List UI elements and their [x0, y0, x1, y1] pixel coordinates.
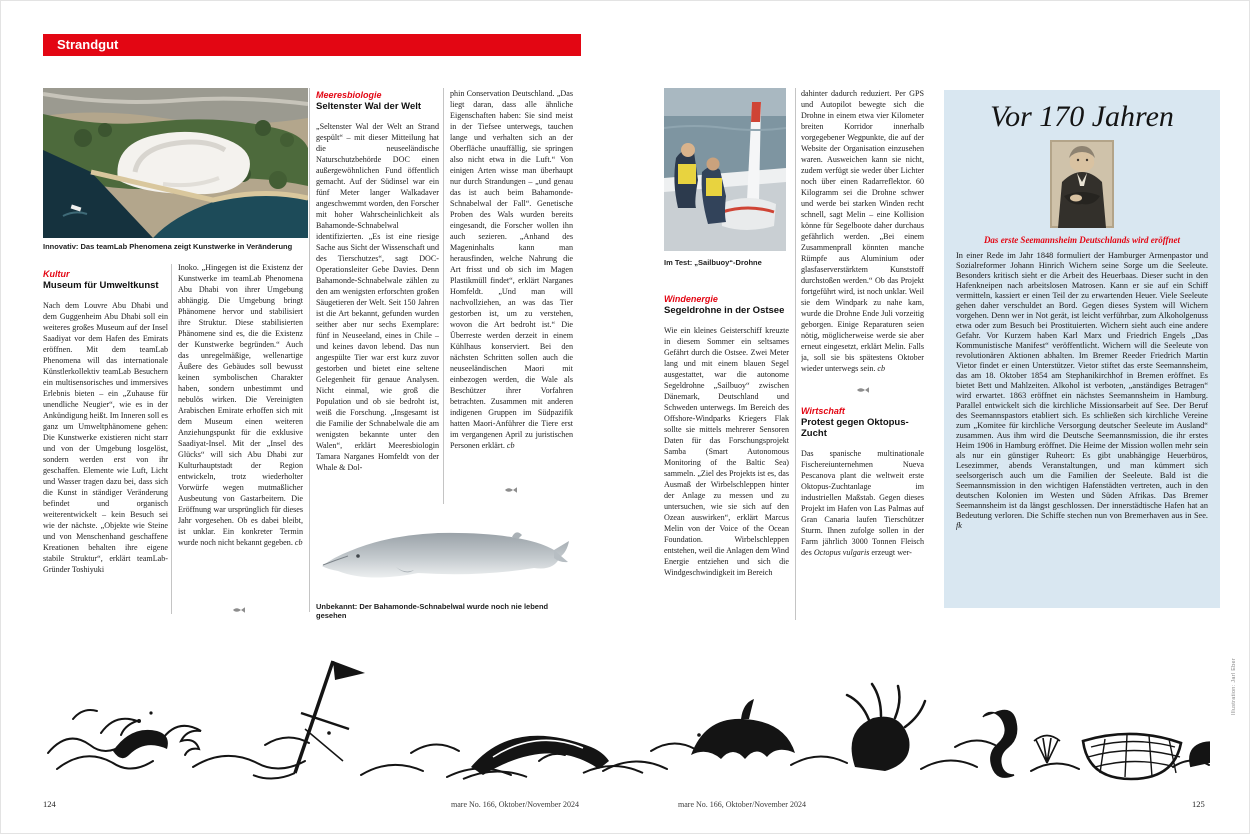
- kultur-body-col1: Nach dem Louvre Abu Dhabi und dem Guggenheim Abu Dhabi soll ein weiteres großes Museum auf der Insel Saadiyat vor dem Hafen des Emirats eröffnen. Mit dem teamLab Phenomena will das internationale Künstlerkollektiv teamLab Besuchern ein multisensorisches und immersives Erlebnis bieten – ein „Zuhause für unendliche Neugier“, wie es in der Ankündigung heißt. Im Inneren soll es ganz um Umweltphänomene gehen: Die Kunstwerke existieren nicht starr und von der Umgebung losgelöst, sondern werden erst von ihr geschaffen. Elemente wie Luft, Licht und Wasser tragen dazu bei, dass sich die Kunst in ständiger Veränderung befindet und organisch weiterentwickelt – kein Besuch sei wie der nächste. „Objekte wie Steine und von Menschenhand geschaffene Kreationen behalten ihre eigene stabile Struktur“, erklärt teamLab-Gründer Toshiyuki: [43, 301, 168, 574]
- sailbuoy-photo-art: [664, 88, 786, 251]
- teamlab-photo-art: [43, 88, 308, 238]
- teamlab-photo-caption: Innovativ: Das teamLab Phenomena zeigt Kunstwerke in Veränderung: [43, 242, 293, 251]
- category-wirtschaft: Wirtschaft: [801, 406, 845, 416]
- whale-caption: Unbekannt: Der Bahamonde-Schnabelwal wurde noch nie lebend gesehen: [316, 602, 549, 620]
- column-rule: [309, 88, 310, 612]
- page-number-right: 125: [1192, 799, 1205, 809]
- column-rule: [795, 88, 796, 620]
- article-meeresbiologie-col2: [450, 88, 573, 470]
- title-oktopus-zucht: Protest gegen Oktopus-Zucht: [801, 417, 909, 439]
- author-initials: cb: [294, 538, 303, 547]
- wal-body-col2: phin Conservation Deutschland. „Das liegt daran, dass alle ähnliche Eigenschaften haben: Sie sind meist in der Tiefsee unterwegs, tauchen lange und verhalten sich an der Oberfläche unauffällig, sie springen also nicht etwa in die Luft.“ Von einigen Arten wisse man überhaupt nur durch Strandungen – „und genau das ist auch beim Bahamonde-Schnabelwal der Fall“. Genetische Proben des Wals wurden bereits eingesandt, die Forscher wollen ihn auch sezieren. „Anhand des Mageninhalts kann man herausfinden, welche Nahrung die Art frisst und ob sich im Magen Plastikmüll findet“, erklärt Narganes Homfeldt. „Und man will nachvollziehen, an was das Tier gestorben ist, um zu verstehen, wovon die Art bedroht ist.“ Die Überreste werden derzeit in einem Kühlhaus konserviert. Bei den nächsten Schritten sollen auch die neuseeländischen Maori mit einbezogen werden, die Wale als Beschützer ihrer Vorfahren betrachten. Zusammen mit anderen indigenen Gruppen im Südpazifik hatten Maori-Anführer die Tiere erst im vergangenen April zu juristischen Personen erklärt. cb: [450, 89, 573, 450]
- article-windenergie-col1: [664, 294, 789, 622]
- title-museum-umweltkunst: Museum für Umweltkunst: [43, 280, 159, 291]
- fish-ornament-icon: [504, 486, 518, 494]
- feature-body: In einer Rede im Jahr 1848 formuliert der Hamburger Armenpastor und Sozialreformer Johann Hinrich Wichern seine Sorge um die Seeleute. Besonders kritisch sieht er die Arbeit des Heuerbaas. Dieser sucht in den Hafenkneipen nach arbeitslosen Matrosen. Kann er sie auf ein Schiff vermitteln, kassiert er einen Teil der zu erwartenden Heuer. Viele Seeleute gehen daher verschuldet an Bord. Gegen dieses System will Wichern vorgehen. Denn wer in Not gerät, ist leicht verführbar, zum Alkoholgenuss etwa oder zum Besuch bei Prostituierten. Wichern sieht auch eine andere Gefahr. Vor Kurzem haben Karl Marx und Friedrich Engels „Das Kommunistische Manifest“ veröffentlicht. Wichern will die Seeleute von revolutionären Aktionen abhalten. Im Bremer Reeder Friedrich Martin Vietor findet er einen Unterstützer. Vietor stiftet das erste Seemannsheim, das am 18. Oktober 1854 am Stephanikirchhof in Bremen eröffnet. Es bietet Bett und Mahlzeiten. Alkohol ist verboten, „anständiges Betragen“ wird erwartet. 1863 eröffnet ein nächstes Seemannsheim in Hamburg. Parallel entwickelt sich die kirchliche Missionsarbeit auf See. Der Beruf des Seemannspastors etabliert sich. Es schließen sich kirchliche Vereine zum „Komitee für kirchliche Versorgung deutscher Seeleute im Ausland“ zusammen. Aus ihm wird die Deutsche Seemannsmission, die ihr erstes Heim 1906 in Hamburg eröffnet. Die Heime der Mission wollen mehr sein als nur ein günstiger Ruheort: Es gibt unabhängige Heuerbüros, Lesezimmer, abends Veranstaltungen, und man kümmert sich seelsorgerisch auch um die Familien der Seeleute. Bald ist die Seemannsmission in den wichtigen Hafenstädten vertreten, auch in den deutschen Kolonien im Westen und Süden Afrikas. Das Bremer Seemannsheim ist da längst geschlossen. Der innerstädtische Hafen hat an Bedeutung verloren. Die Schiffe stechen nun von Bremerhaven aus in See. fk: [956, 251, 1208, 530]
- author-initials: cb: [506, 441, 515, 450]
- issue-line-right: mare No. 166, Oktober/November 2024: [678, 800, 806, 809]
- article-kultur-col2: [178, 262, 303, 602]
- right-page-column2: [801, 88, 924, 620]
- portrait-art: [1050, 140, 1114, 228]
- issue-line-left: mare No. 166, Oktober/November 2024: [451, 800, 579, 809]
- title-seltenster-wal: Seltenster Wal der Welt: [316, 101, 422, 112]
- fish-ornament-icon: [856, 386, 870, 394]
- wirtschaft-body: Das spanische multinationale Fischereiunternehmen Nueva Pescanova plant die weltweit erste Oktopus-Zuchtanlage im industriellen Maßstab. Gegen dieses Projekt im Hafen von Las Palmas auf Gran Canaria laufen Tierschützer Sturm. Ihnen zufolge sollen in der Farm jährlich 3000 Tonnen Fleisch des Octopus vulgaris erzeugt wer-: [801, 449, 924, 557]
- category-meeresbiologie: Meeresbiologie: [316, 90, 382, 100]
- wichern-portrait: [1050, 140, 1114, 228]
- sea-ink-illustration: [43, 633, 1210, 795]
- windenergie-body-col2: dahinter dadurch reduziert. Per GPS und Autopilot bewegte sich die Drohne in einem etwa vier Kilometer breiten Korridor innerhalb vorgegebener Wegpunkte, die auf der Website der Organisation einzusehen waren. Ausweichen kann sie nicht, zudem verfügt sie weder über Lichter noch über einen Radarreflektor. 60 Kilogramm sei die Drohne schwer und werde bei starken Winden recht schnell, sagt Melin – eine Kollision könne für Segelboote daher durchaus gefährlich werden. „Bei einem Zusammenprall könnten manche Rümpfe aus Aluminium oder glasfaserverstärktem Kunststoff durchstoßen werden.“ Ob das Projekt fortgeführt wird, ist noch unklar. Weil sie dem Windpark zu nahe kam, wurde die Drohne Ende Juli vorzeitig geborgen. Einige Reparaturen seien nötig, möglicherweise werde sie aber erneut eingesetzt, erklärt Melin. Falls ja, soll sie bis spätestens Oktober wieder unterwegs sein. cb: [801, 89, 924, 373]
- species-name: Octopus vulgaris: [813, 548, 870, 557]
- title-segeldrohne: Segeldrohne in der Ostsee: [664, 305, 785, 316]
- windenergie-body-col1: Wie ein kleines Geisterschiff kreuzte in diesem Sommer ein seltsames Gefährt durch die Ostsee. Zwei Meter lang und mit einem blauen Segel ausgestattet, war die autonome Segeldrohne „Sailbuoy“ zwischen Dänemark, Deutschland und Schweden unterwegs. Im Bereich des Offshore-Windparks Kriegers Flak sollte sie mittels mehrerer Sensoren Daten für das Forschungsprojekt Samba (Smart Autonomous Monitoring of the Baltic Sea) sammeln. „Ziel des Projekts ist es, das Ausmaß der Wirbelschleppen hinter der Anlage zu messen und zu untersuchen, wie sie sich auf den Ozean auswirken“, erklärt Marcus Melin von der Voice of the Ocean Foundation. Wirbelschleppen entstehen, weil die Anlagen dem Wind Energie entziehen und sich die Windgeschwindigkeit im Bereich: [664, 326, 789, 577]
- feature-vor-170-jahren: [944, 90, 1220, 608]
- kultur-body-col2: Inoko. „Hingegen ist die Existenz der Kunstwerke im teamLab Phenomena Abu Dhabi von ihrer Umgebung abhängig. Die Umgebung bringt Phänomene hervor und stabilisiert ihre Struktur. Diese stabilisierten Phänomene sind es, die die Existenz der Kunstwerke begründen.“ Auch das unregelmäßige, wellenartige Äußere des Gebäudes soll bewusst keinen symbolischen Charakter haben, sondern unbestimmt und nebulös wirken. Die Vereinigten Arabischen Emirate erhoffen sich mit dem Museum einen weiteren Anziehungspunkt für die exklusive Saadiyat-Insel. Mit der „Insel des Glücks“ will sich Abu Dhabi zur Kulturhauptstadt der Region entwickeln, trotz wiederholter Vorwürfe wegen mutmaßlicher Ausbeutung von Gastarbeitern. Die Eröffnung war ursprünglich für dieses Jahr vorgesehen. Ob es dabei bleibt, ist unklar. Ein konkreter Termin wurde noch nicht bekannt gegeben. cb: [178, 263, 303, 547]
- teamlab-aerial-photo: [43, 88, 308, 238]
- illustration-credit: Illustration: Jarl Eber: [1231, 657, 1237, 715]
- article-meeresbiologie-col1: [316, 90, 439, 502]
- sea-ink-art: [43, 633, 1210, 795]
- whale-art: [316, 505, 574, 598]
- feature-title: Vor 170 Jahren: [990, 100, 1174, 133]
- page-number-left: 124: [43, 799, 56, 809]
- sailbuoy-photo: [664, 88, 786, 251]
- author-initials: cb: [877, 364, 886, 373]
- article-kultur-col1: [43, 269, 168, 621]
- category-windenergie: Windenergie: [664, 294, 718, 304]
- beaked-whale-illustration: [316, 505, 574, 598]
- wal-body-col1: „Seltenster Wal der Welt an Strand gespült“ – mit dieser Mitteilung hat die neuseeländische Naturschutzbehörde DOC einen außergewöhnlichen Fund öffentlich gemacht. Auf der Südinsel war ein fünf Meter langer Walkadaver angeschwemmt worden, den Forscher mit hoher Wahrscheinlichkeit als Bahamonde-Schnabelwal identifizierten. „Es ist eine riesige Sache aus Sicht der Wissenschaft und des Tierschutzes“, sagt DOC-Operationsleiter Gebe Davies. Denn Bahamonde-Schnabelwale zählen zu den am wenigsten erforschten großen Säugetieren der Welt. Seit 150 Jahren ist die Art bekannt, gefunden wurden seither aber nur sechs Exemplare: fünf in Neuseeland, eines in Chile – und keines davon lebend. Das nun angespülte Tier war erst kurz zuvor gestorben und bietet eine seltene Gelegenheit für genaue Analysen. Nicht einmal, wie groß die Population und ob sie bedroht ist, weiß die Forschung. „Insgesamt ist die Familie der Schnabelwale die am wenigsten bekannte unter den Walen“, erklärt Meeresbiologin Tamara Narganes Homfeldt von der Whale & Dol-: [316, 122, 439, 472]
- feature-subtitle: Das erste Seemannsheim Deutschlands wird eröffnet: [983, 235, 1181, 245]
- fish-ornament-icon: [232, 606, 246, 614]
- author-initials: fk: [956, 521, 962, 530]
- column-rule: [443, 88, 444, 504]
- category-kultur: Kultur: [43, 269, 70, 279]
- column-rule: [171, 264, 172, 614]
- sailbuoy-caption: Im Test: „Sailbuoy“-Drohne: [664, 258, 762, 267]
- section-title: Strandgut: [57, 37, 119, 52]
- section-header-bar: [43, 34, 581, 56]
